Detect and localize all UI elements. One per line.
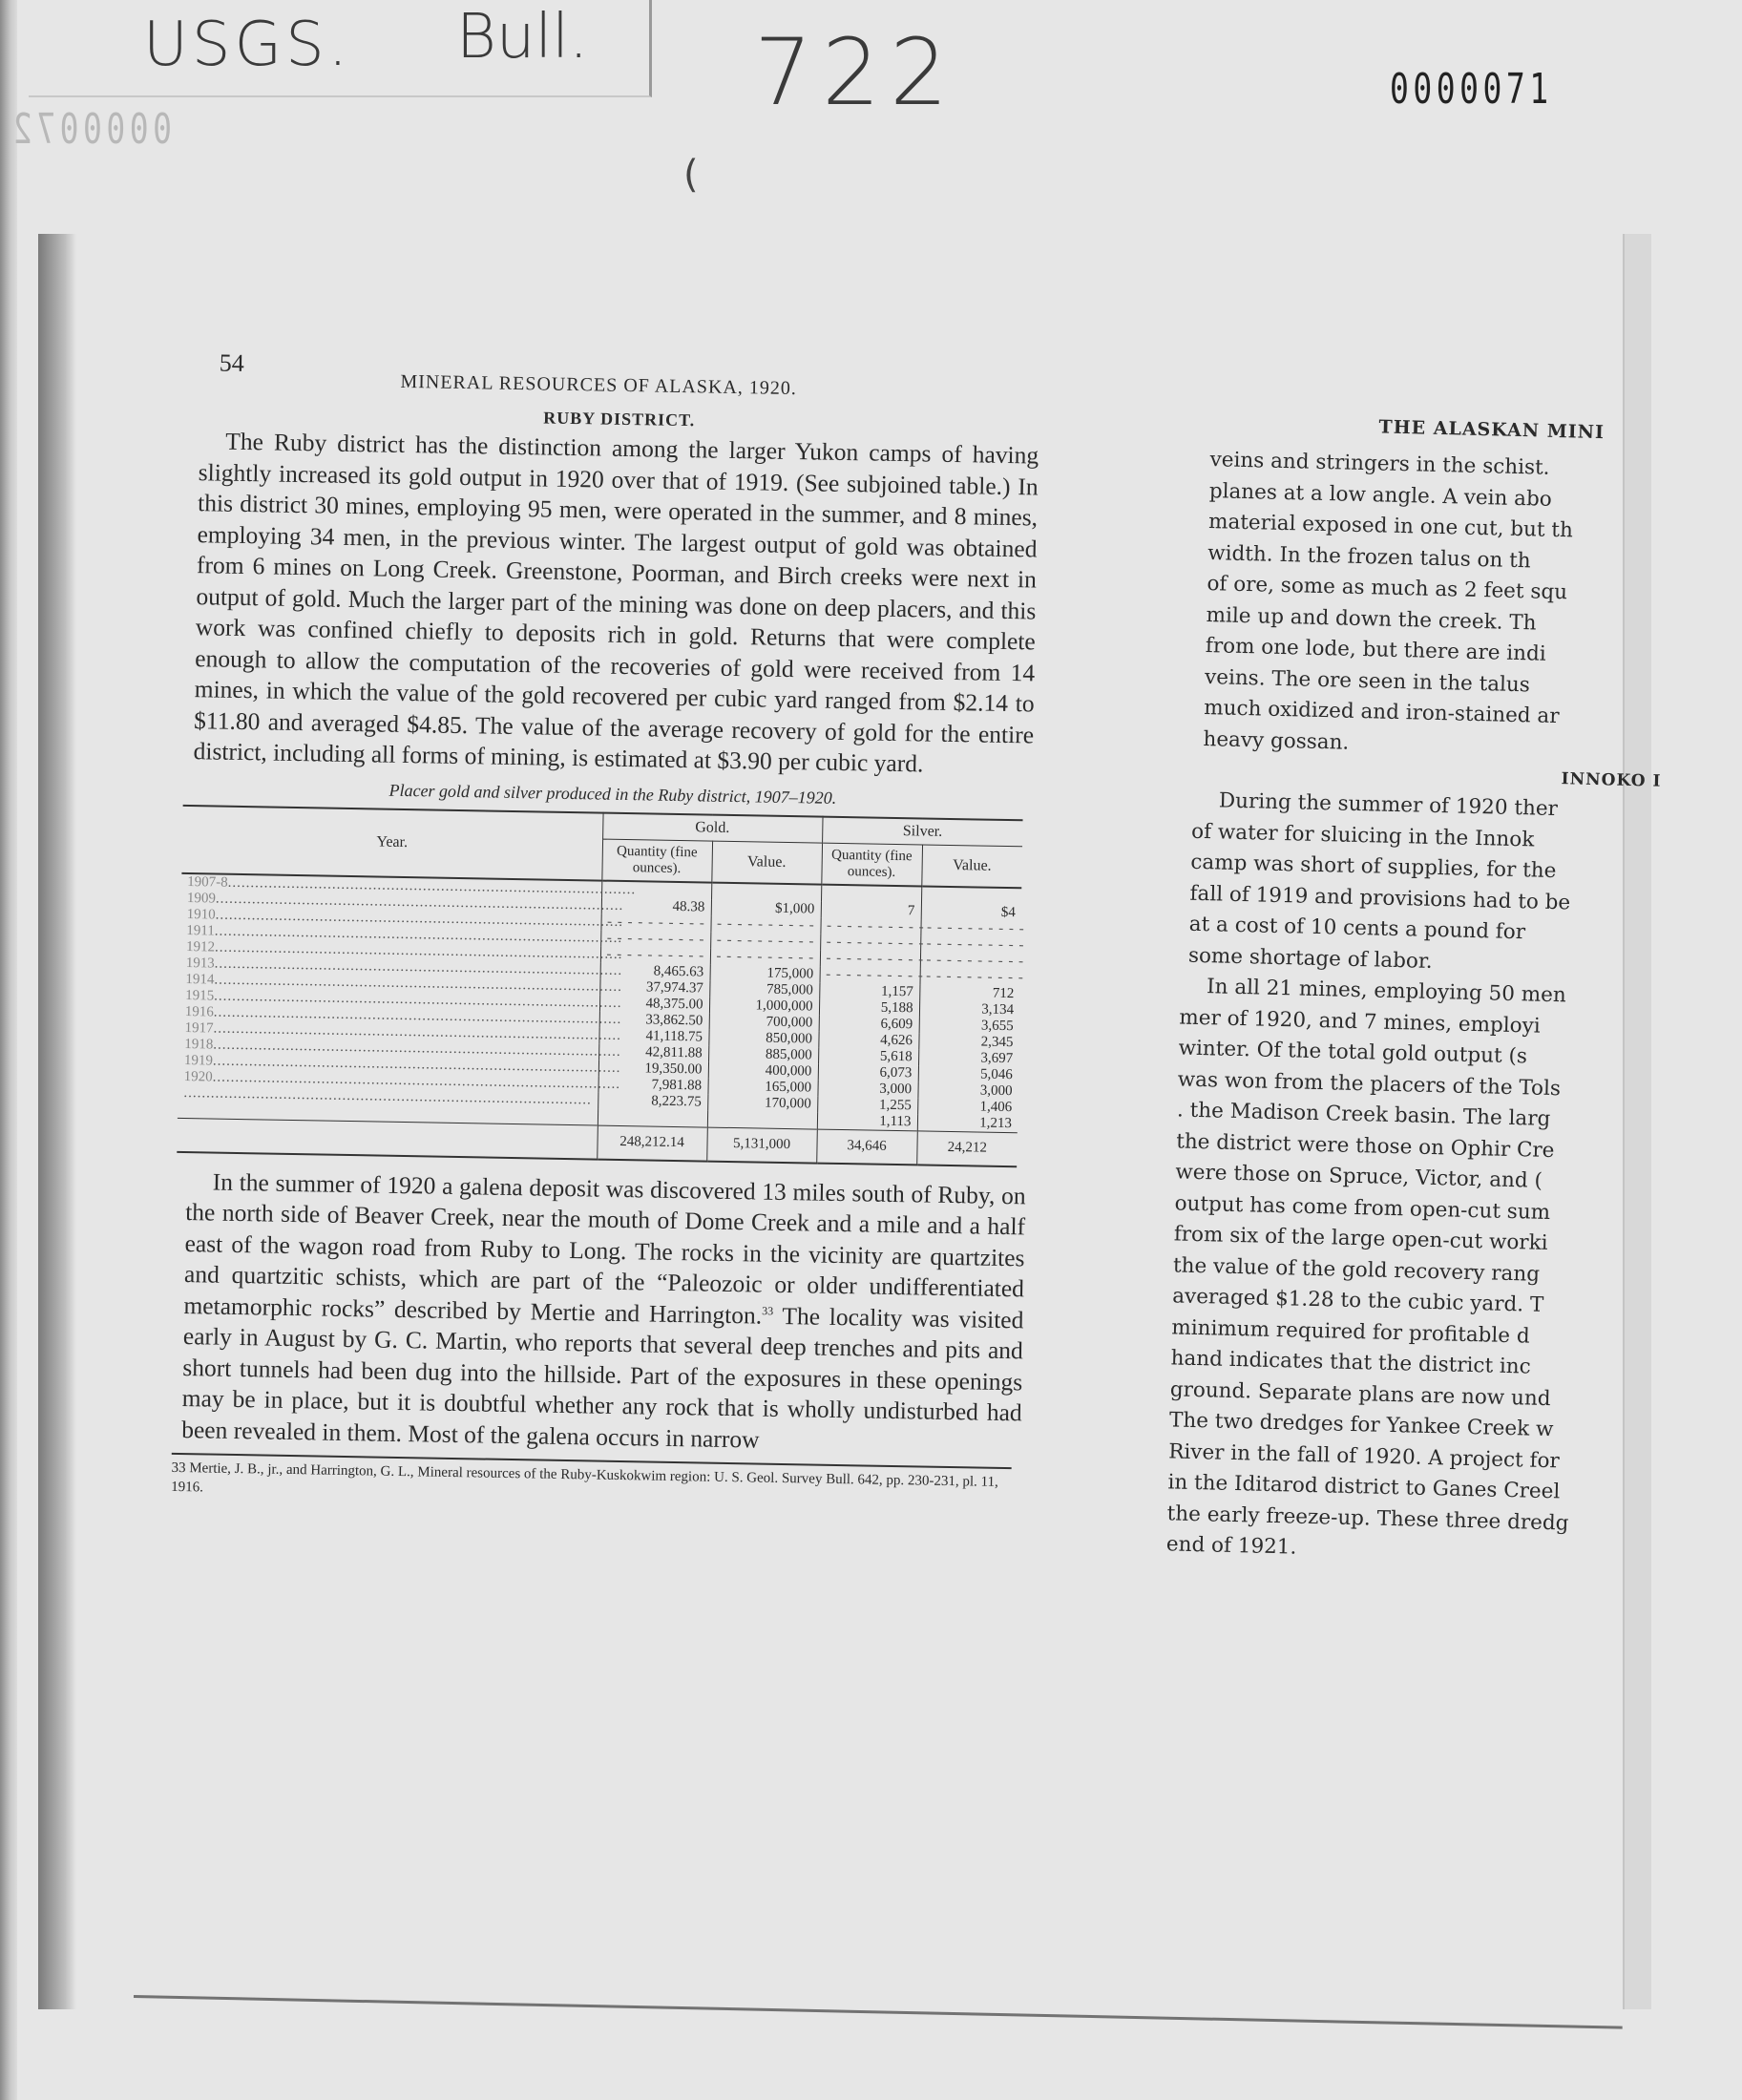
empty-leader: - - - - - - - - - - (926, 935, 1025, 953)
text-line: material exposed in one cut, but th (1207, 510, 1574, 543)
total-gold-quantity: 248,212.14 (597, 1125, 707, 1162)
table-cell-silver-value (921, 886, 1021, 905)
footnote-ref: 33 (762, 1303, 774, 1317)
year-label: 1913 (185, 955, 215, 972)
leader-dots: .......................................................................................... (213, 1037, 621, 1060)
paragraph (1188, 786, 1733, 985)
table-cell-silver-quantity: 5,618 (818, 1047, 918, 1065)
table-cell-silver-quantity (820, 966, 924, 984)
table-cell-gold-quantity (600, 946, 710, 964)
table-cell-silver-value (920, 935, 1025, 954)
table-cell-gold-value: 175,000 (710, 964, 820, 982)
table-cell-gold-value: 1,000,000 (709, 997, 819, 1015)
text-line: in the Iditarod district to Ganes Creel (1167, 1470, 1561, 1504)
text-line: output has come from open-cut sum (1174, 1190, 1551, 1225)
scanner-edge (0, 0, 17, 2100)
table-caption: Placer gold and silver produced in the Ruby district, 1907–1920. (388, 780, 837, 808)
handwritten-label: USGS. (143, 10, 352, 80)
table-cell-silver-value: 5,046 (918, 1065, 1018, 1083)
paragraph (193, 426, 1039, 782)
text-line: planes at a low angle. A vein abo (1208, 478, 1553, 512)
table-cell-silver-quantity (820, 917, 925, 935)
empty-leader: - - - - - - - - - - (606, 930, 705, 947)
text-line: In all 21 mines, employing 50 men (1206, 975, 1567, 1008)
leader-dots: .......................................................................................... (227, 874, 637, 897)
text-line: the early freeze-up. These three dredg (1166, 1501, 1569, 1536)
table-cell-silver-value (919, 968, 1024, 986)
leader-dots: .......................................................................................... (212, 1053, 621, 1076)
text-line: was won from the placers of the Tols (1177, 1066, 1562, 1101)
table-cell-silver-value: 1,213 (917, 1114, 1018, 1132)
text-line: from one lode, but there are indi (1205, 634, 1547, 666)
table-cell-silver-quantity: 1,157 (819, 982, 919, 1000)
leader-dots: .......................................................................................... (214, 972, 623, 995)
pencil-mark: ( (683, 153, 699, 197)
paragraph (181, 1166, 1026, 1460)
text-line: mile up and down the creek. Th (1206, 602, 1537, 635)
text-line: River in the fall of 1920. A project for (1167, 1438, 1561, 1473)
text-line: some shortage of labor. (1187, 943, 1433, 974)
leader-dots: .......................................................................................... (215, 891, 624, 914)
text-line: end of 1921. (1165, 1532, 1297, 1560)
text-line: veins. The ore seen in the talus (1204, 664, 1531, 697)
handwritten-series: Bull. (456, 2, 589, 73)
table-cell-silver-value: 2,345 (918, 1033, 1018, 1051)
year-label: 1907-8 (187, 873, 228, 891)
text-line: averaged $1.28 to the cubic yard. T (1171, 1284, 1544, 1317)
table-cell-gold-value: 170,000 (707, 1094, 817, 1112)
page-shadow (38, 234, 76, 2009)
empty-leader: - - - - - - - - - - (606, 914, 705, 931)
text-line: mer of 1920, and 7 mines, employi (1179, 1004, 1541, 1039)
paragraph-text: The locality was visited early in August by G. C. Martin, who reports that several deep trenches and pits and short tunnels had been dug into the hillside. Part of the exposures in these openings may be in place, but it is doubtful whether any rock that is wholly undisturbed had been revealed in them. Most of the galena occurs in narrow (180, 1301, 1024, 1454)
table-cell-gold-value (711, 882, 821, 901)
handwritten-number: 722 (754, 19, 958, 126)
text-line: veins and stringers in the schist. (1209, 448, 1550, 480)
text-line: were those on Spruce, Victor, and ( (1175, 1160, 1543, 1193)
paragraph (1203, 445, 1741, 767)
table-cell-gold-value: 850,000 (708, 1029, 818, 1047)
header-gold-value: Value. (711, 841, 822, 885)
table-cell-silver-value: 1,406 (917, 1098, 1018, 1116)
stamp-id: 0000071 (1390, 65, 1553, 114)
table-cell-silver-value (920, 952, 1025, 970)
year-label: 1909 (186, 890, 217, 907)
paragraph-text: In the summer of 1920 a galena deposit was discovered 13 miles south of Ruby, on the north side of Beaver Creek, near the mouth of Dome Creek and a mile and a half east of the wagon road from Ruby to Long. The rocks in the vicinity are quartzites and quartzitic schists, which are part of the “Paleozoic or older undifferentiated metamorphic rocks” described by Mertie and Harrington. (183, 1167, 1026, 1330)
table-cell-gold-value: 700,000 (709, 1013, 819, 1031)
table-cell-gold-quantity: 48,375.00 (599, 995, 709, 1013)
page-bottom-edge (134, 1995, 1623, 2029)
year-label: 1918 (184, 1036, 214, 1053)
leader-dots: .......................................................................................... (183, 1084, 592, 1107)
paragraph (1166, 971, 1729, 1573)
total-silver-quantity: 34,646 (816, 1129, 917, 1165)
table-cell-gold-value (710, 948, 820, 966)
text-line: camp was short of supplies, for the (1190, 850, 1557, 884)
empty-leader: - - - - - - - - - - (926, 919, 1025, 936)
text-line: width. In the frozen talus on th (1207, 540, 1532, 573)
leader-dots: .......................................................................................... (213, 1004, 622, 1027)
table-cell-gold-quantity (600, 930, 710, 948)
table-cell-silver-quantity (821, 884, 921, 903)
table-cell-gold-value (707, 1110, 817, 1129)
text-line: at a cost of 10 cents a pound for (1188, 912, 1526, 945)
table-cell-silver-value: 3,134 (919, 1000, 1019, 1018)
text-line: During the summer of 1920 ther (1218, 788, 1559, 822)
table-cell-gold-value: 785,000 (709, 980, 819, 998)
total-silver-value: 24,212 (916, 1130, 1018, 1166)
section-title: INNOKO I (1561, 769, 1662, 791)
empty-leader: - - - - - - - - - - (826, 934, 925, 952)
leader-dots: .......................................................................................... (215, 907, 624, 930)
table-cell-silver-quantity: 1,113 (817, 1112, 917, 1130)
empty-leader: - - - - - - - - - - (716, 932, 815, 949)
year-label: 1920 (183, 1068, 213, 1085)
table-cell-silver-value: $4 (921, 903, 1021, 921)
text-line: hand indicates that the district inc (1170, 1346, 1532, 1379)
empty-leader: - - - - - - - - - - (716, 948, 815, 965)
running-head: MINERAL RESOURCES OF ALASKA, 1920. (400, 370, 798, 400)
table-cell-gold-value: $1,000 (711, 899, 821, 917)
left-page (171, 348, 1050, 1512)
table-cell-silver-quantity: 6,073 (818, 1063, 918, 1082)
year-label: 1912 (185, 938, 216, 956)
year-label: 1911 (186, 922, 215, 939)
table-cell-gold-quantity: 48.38 (601, 897, 711, 915)
leader-dots: .......................................................................................... (214, 939, 623, 962)
table-cell-gold-value: 400,000 (708, 1061, 818, 1080)
table-cell-silver-quantity: 7 (821, 901, 921, 919)
empty-leader: - - - - - - - - - - (826, 917, 925, 935)
empty-leader: - - - - - - - - - - (826, 950, 925, 968)
leader-dots: .......................................................................................... (214, 923, 623, 946)
page-number: 54 (219, 348, 244, 377)
total-gold-value: 5,131,000 (706, 1127, 817, 1164)
year-label: 1914 (185, 971, 215, 988)
table-cell-gold-value (710, 915, 820, 934)
text-line: of ore, some as much as 2 feet squ (1207, 572, 1568, 605)
empty-leader: - - - - - - - - - - (926, 952, 1025, 969)
table-cell-gold-value (710, 932, 820, 950)
table-cell-gold-quantity: 7,981.88 (598, 1076, 707, 1094)
table-cell-gold-quantity (600, 914, 710, 932)
text-line: winter. Of the total gold output (s (1178, 1036, 1528, 1069)
text-line: the district were those on Ophir Cre (1175, 1128, 1555, 1163)
right-page (1165, 409, 1662, 1679)
text-line: The two dredges for Yankee Creek w (1168, 1408, 1554, 1442)
table-cell-silver-value: 3,697 (918, 1049, 1018, 1067)
table-cell-gold-quantity: 42,811.88 (598, 1043, 708, 1061)
text-line: of water for sluicing in the Innok (1190, 819, 1535, 851)
text-line: ground. Separate plans are now und (1169, 1376, 1551, 1411)
text-line: . the Madison Creek basin. The larg (1176, 1098, 1551, 1131)
table-cell-silver-quantity: 5,188 (819, 998, 919, 1017)
running-head: THE ALASKAN MINI (1378, 416, 1606, 444)
table-cell-gold-quantity: 8,223.75 (598, 1092, 707, 1110)
year-label: 1915 (185, 987, 215, 1004)
leader-dots: .......................................................................................... (213, 1020, 622, 1043)
footnote: 33 Mertie, J. B., jr., and Harrington, G. L., Mineral resources of the Ruby-Kuskokwim region: U. S. Geol. Survey Bull. 642, pp. 230-231, pl. 11, 1916. (171, 1460, 998, 1496)
table-cell-silver-value: 3,655 (919, 1017, 1019, 1035)
table-cell-year (177, 1118, 598, 1159)
year-label: 1910 (186, 906, 216, 923)
table-cell-gold-quantity: 41,118.75 (598, 1027, 708, 1045)
table-cell-gold-quantity: 19,350.00 (598, 1060, 708, 1078)
text-line: much oxidized and iron-stained ar (1204, 696, 1560, 729)
bleed-through-id: 0000072 (9, 105, 172, 154)
table-cell-silver-quantity: 3,000 (817, 1080, 917, 1098)
page-header (190, 348, 1050, 406)
leader-dots: .......................................................................................... (212, 1069, 621, 1092)
year-label: 1919 (183, 1052, 214, 1069)
table-cell-silver-quantity (820, 950, 925, 968)
table-cell-silver-value (920, 919, 1025, 937)
table-cell-gold-quantity: 33,862.50 (599, 1011, 709, 1029)
table-cell-silver-quantity: 4,626 (818, 1031, 918, 1049)
table-cell-silver-value: 3,000 (917, 1082, 1018, 1100)
table-cell-silver-quantity: 1,255 (817, 1096, 917, 1114)
empty-leader: - - - - - - - - - - (716, 915, 815, 934)
leader-dots: .......................................................................................... (214, 956, 623, 978)
header-silver-quantity: Quantity (fine ounces). (821, 843, 922, 886)
empty-leader: - - - - - - - - - - (826, 966, 924, 983)
leader-dots: .......................................................................................... (214, 988, 622, 1011)
section-title: RUBY DISTRICT. (543, 408, 696, 430)
text-line: minimum required for profitable d (1171, 1314, 1530, 1349)
empty-leader: - - - - - - - - - - (926, 968, 1024, 985)
text-line: from six of the large open-cut worki (1173, 1222, 1548, 1255)
table-cell-silver-quantity: 6,609 (819, 1015, 919, 1033)
table-cell-gold-value: 165,000 (707, 1078, 817, 1096)
year-label: 1917 (184, 1019, 214, 1037)
table-cell-silver-value: 712 (919, 984, 1019, 1002)
text-line: fall of 1919 and provisions had to be (1189, 881, 1571, 914)
table-cell-gold-value: 885,000 (708, 1045, 818, 1063)
text-line: heavy gossan. (1203, 726, 1350, 755)
paragraph-text: The Ruby district has the distinction among the larger Yukon camps of having slightly increased its gold output in 1920 over that of 1919. (See subjoined table.) In this district 30 mines, employing 95 men, were operated in the summer, and 8 mines, employing 34 men, in the previous winter. The largest output of gold was obtained from 6 mines on Long Creek. Greenstone, Poorman, and Birch creeks were next in output of gold. Much the larger part of the mining was done on deep placers, and this work was confined chiefly to deposits rich in gold. Returns that were complete enough to allow the computation of the recoveries of gold were received from 14 mines, in which the value of the gold recovered per cubic yard ranged from $2.14 to $11.80 and averaged $4.85. The value of the average recovery of gold for the entire district, including all forms of mining, is estimated at $3.90 per cubic yard. (193, 427, 1039, 778)
header-gold-quantity: Quantity (fine ounces). (601, 839, 712, 883)
text-line: the value of the gold recovery rang (1172, 1252, 1541, 1287)
header-gold: Gold. (602, 812, 822, 843)
header-year: Year. (181, 805, 602, 880)
header-silver: Silver. (822, 816, 1022, 846)
production-table (177, 804, 1025, 1166)
year-label: 1916 (184, 1003, 215, 1020)
table-cell-gold-quantity (598, 1108, 707, 1127)
header-silver-value: Value. (921, 844, 1022, 887)
empty-leader: - - - - - - - - - - (606, 946, 705, 963)
table-cell-gold-quantity: 37,974.37 (599, 978, 709, 997)
table-cell-silver-quantity (820, 934, 925, 952)
table-cell-gold-quantity: 8,465.63 (600, 962, 710, 980)
